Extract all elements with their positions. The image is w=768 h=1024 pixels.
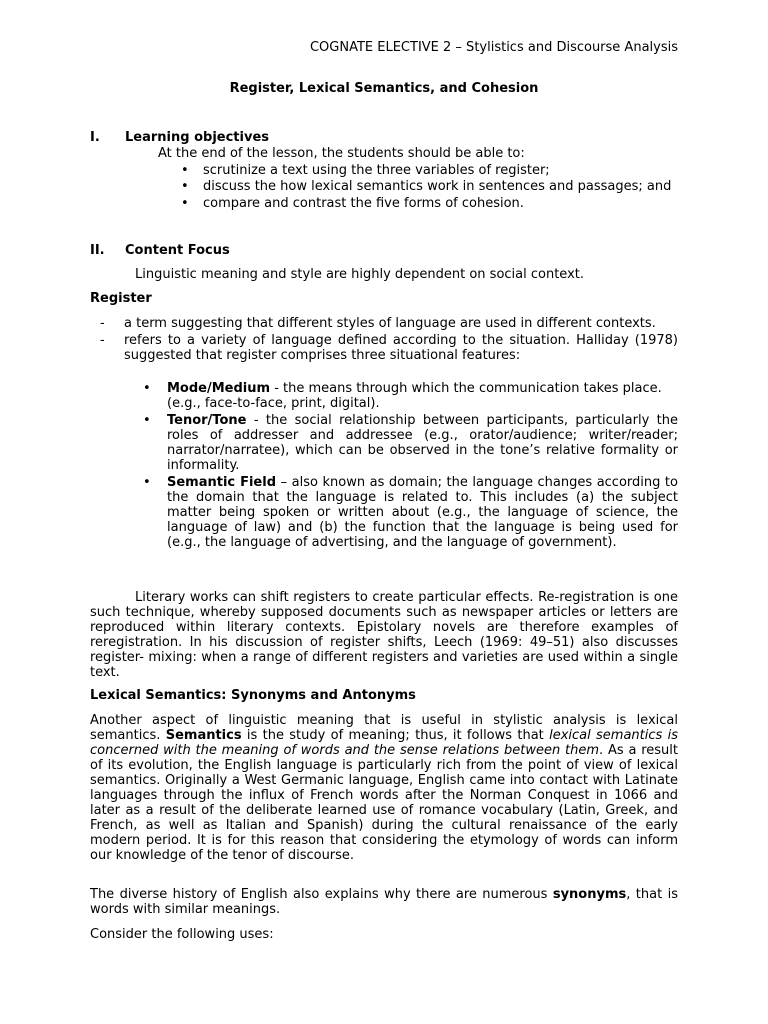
- lexical-paragraph-2: The diverse history of English also explains why there are numerous synonyms, that is words with similar meanings.: [90, 887, 678, 917]
- feature-semantic-field: • Semantic Field – also known as domain; the language changes according to the domain that the language is related to. This includes (a) the subject matter being spoken or written about (e.g., the language of science, the language of law) and (b) the function that the language is being used for (e.g., the language of advertising, and the language of government).: [143, 475, 678, 550]
- objective-item: • discuss the how lexical semantics work in sentences and passages; and: [181, 179, 672, 194]
- section-1-intro: At the end of the lesson, the students should be able to:: [158, 146, 525, 161]
- register-paragraph: Literary works can shift registers to create particular effects. Re-registration is one such technique, whereby supposed documents such as newspaper articles or letters are reproduced within literary contexts. Epistolary novels are therefore examples of reregistration. In his discussion of register shifts, Leech (1969: 49–51) also discusses register- mixing: when a range of different registers and varieties are used within a single text.: [90, 590, 678, 680]
- register-heading: Register: [90, 291, 152, 306]
- section-2-number: II.: [90, 243, 105, 258]
- section-1-title: Learning objectives: [125, 130, 269, 145]
- register-definition-item: - a term suggesting that different styles of language are used in different contexts.: [100, 316, 656, 331]
- document-title: Register, Lexical Semantics, and Cohesion: [229, 81, 539, 96]
- section-1-number: I.: [90, 130, 100, 145]
- objectives-list: [181, 163, 678, 211]
- lexical-paragraph-1: Another aspect of linguistic meaning that is useful in stylistic analysis is lexical semantics. Semantics is the study of meaning; thus, it follows that lexical semantics is concerned with the meaning of words and the sense relations between them. As a result of its evolution, the English language is particularly rich from the point of view of lexical semantics. Originally a West Germanic language, English came into contact with Latinate languages through the influx of French words after the Norman Conquest in 1066 and later as a result of the deliberate learned use of romance vocabulary (Latin, Greek, and French, as well as Italian and Spanish) during the cultural renaissance of the early modern period. It is for this reason that considering the etymology of words can inform our knowledge of the tenor of discourse.: [90, 713, 678, 863]
- page-header: COGNATE ELECTIVE 2 – Stylistics and Discourse Analysis: [309, 40, 678, 55]
- objective-item: • compare and contrast the five forms of cohesion.: [181, 196, 524, 211]
- section-1-heading: [90, 130, 678, 145]
- register-definition-item: - refers to a variety of language defined according to the situation. Halliday (1978) suggested that register comprises three situational features:: [100, 333, 678, 363]
- register-features: [90, 381, 678, 550]
- feature-mode: • Mode/Medium - the means through which the communication takes place. (e.g., face-to-face, print, digital).: [143, 381, 662, 411]
- feature-tenor: • Tenor/Tone - the social relationship between participants, particularly the roles of addresser and addressee (e.g., orator/audience; writer/reader; narrator/narratee), which can be observed in the tone’s relative formality or informality.: [143, 413, 678, 473]
- register-definitions: [90, 316, 678, 363]
- section-2-title: Content Focus: [125, 243, 230, 258]
- objective-item: • scrutinize a text using the three variables of register;: [181, 163, 550, 178]
- lexical-paragraph-3: Consider the following uses:: [90, 927, 274, 942]
- section-2-intro: Linguistic meaning and style are highly dependent on social context.: [135, 267, 585, 282]
- section-2-heading: [90, 243, 678, 258]
- lexical-heading: Lexical Semantics: Synonyms and Antonyms: [90, 688, 416, 703]
